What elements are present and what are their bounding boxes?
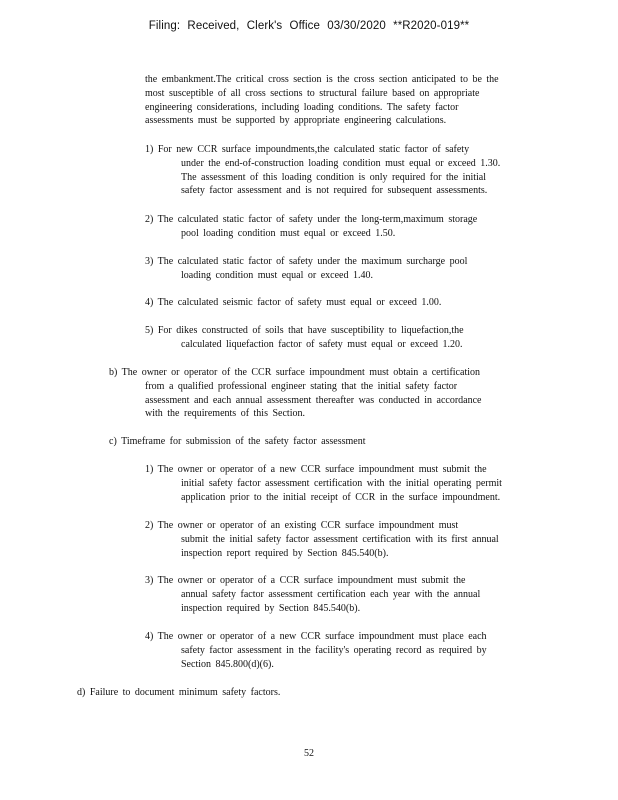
list-item <box>145 519 499 560</box>
list-item <box>145 574 480 615</box>
text-line: 2) The owner or operator of an existing CCR surface impoundment must <box>145 520 459 531</box>
text-line: safety factor assessment in the facility's operating record as required by <box>181 644 487 656</box>
intro-paragraph <box>145 73 545 128</box>
text-line: b) The owner or operator of the CCR surface impoundment must obtain a certification <box>109 367 480 378</box>
text-line: safety factor assessment and is not required for subsequent assessments. <box>181 185 488 197</box>
list-item <box>145 463 502 504</box>
text-line: application prior to the initial receipt of CCR in the surface impoundment. <box>181 491 501 503</box>
text-line: with the requirements of this Section. <box>145 408 305 420</box>
section-c-heading <box>109 435 366 449</box>
list-item <box>145 324 464 352</box>
text-line: The assessment of this loading condition is only required for the initial <box>181 171 487 183</box>
text-line: the embankment.The critical cross section is the cross section anticipated to be the <box>145 74 499 85</box>
text-line: pool loading condition must equal or exceed 1.50. <box>181 227 396 239</box>
text-line: under the end-of-construction loading condition must equal or exceed 1.30. <box>181 157 501 169</box>
text-line: c) Timeframe for submission of the safety factor assessment <box>109 436 366 447</box>
list-item <box>145 296 441 310</box>
text-line: calculated liquefaction factor of safety must equal or exceed 1.20. <box>181 338 463 350</box>
text-line: 3) The calculated static factor of safety under the maximum surcharge pool <box>145 256 468 267</box>
text-line: assessment and each annual assessment thereafter was conducted in accordance <box>145 394 482 406</box>
text-line: most susceptible of all cross sections to structural failure based on appropriate <box>145 87 480 99</box>
text-line: from a qualified professional engineer stating that the initial safety factor <box>145 380 458 392</box>
list-item <box>145 213 477 241</box>
text-line: d) Failure to document minimum safety factors. <box>77 687 281 698</box>
filing-header: Filing: Received, Clerk's Office 03/30/2020 **R2020-019** <box>148 20 470 32</box>
text-line: inspection report required by Section 845.540(b). <box>181 547 389 559</box>
text-line: loading condition must equal or exceed 1.40. <box>181 269 373 281</box>
text-line: 5) For dikes constructed of soils that have susceptibility to liquefaction,the <box>145 325 464 336</box>
text-line: 4) The owner or operator of a new CCR surface impoundment must place each <box>145 631 487 642</box>
text-line: assessments must be supported by appropriate engineering calculations. <box>145 115 447 127</box>
text-line: Section 845.800(d)(6). <box>181 658 274 670</box>
list-item <box>145 630 487 671</box>
text-line: engineering considerations, including loading conditions. The safety factor <box>145 101 459 113</box>
text-line: 2) The calculated static factor of safety under the long-term,maximum storage <box>145 214 478 225</box>
section-d-heading <box>77 686 280 700</box>
section-b-paragraph <box>109 366 481 421</box>
text-line: submit the initial safety factor assessment certification with its first annual <box>181 533 499 545</box>
text-line: annual safety factor assessment certification each year with the annual <box>181 588 481 600</box>
text-line: 1) For new CCR surface impoundments,the calculated static factor of safety <box>145 144 470 155</box>
text-line: 3) The owner or operator of a CCR surface impoundment must submit the <box>145 575 466 586</box>
page-number: 52 <box>304 748 314 759</box>
list-item <box>145 143 500 198</box>
list-item <box>145 255 467 283</box>
text-line: initial safety factor assessment certification with the initial operating permit <box>181 477 502 489</box>
text-line: inspection required by Section 845.540(b). <box>181 602 361 614</box>
text-line: 4) The calculated seismic factor of safety must equal or exceed 1.00. <box>145 297 442 308</box>
text-line: 1) The owner or operator of a new CCR surface impoundment must submit the <box>145 464 487 475</box>
